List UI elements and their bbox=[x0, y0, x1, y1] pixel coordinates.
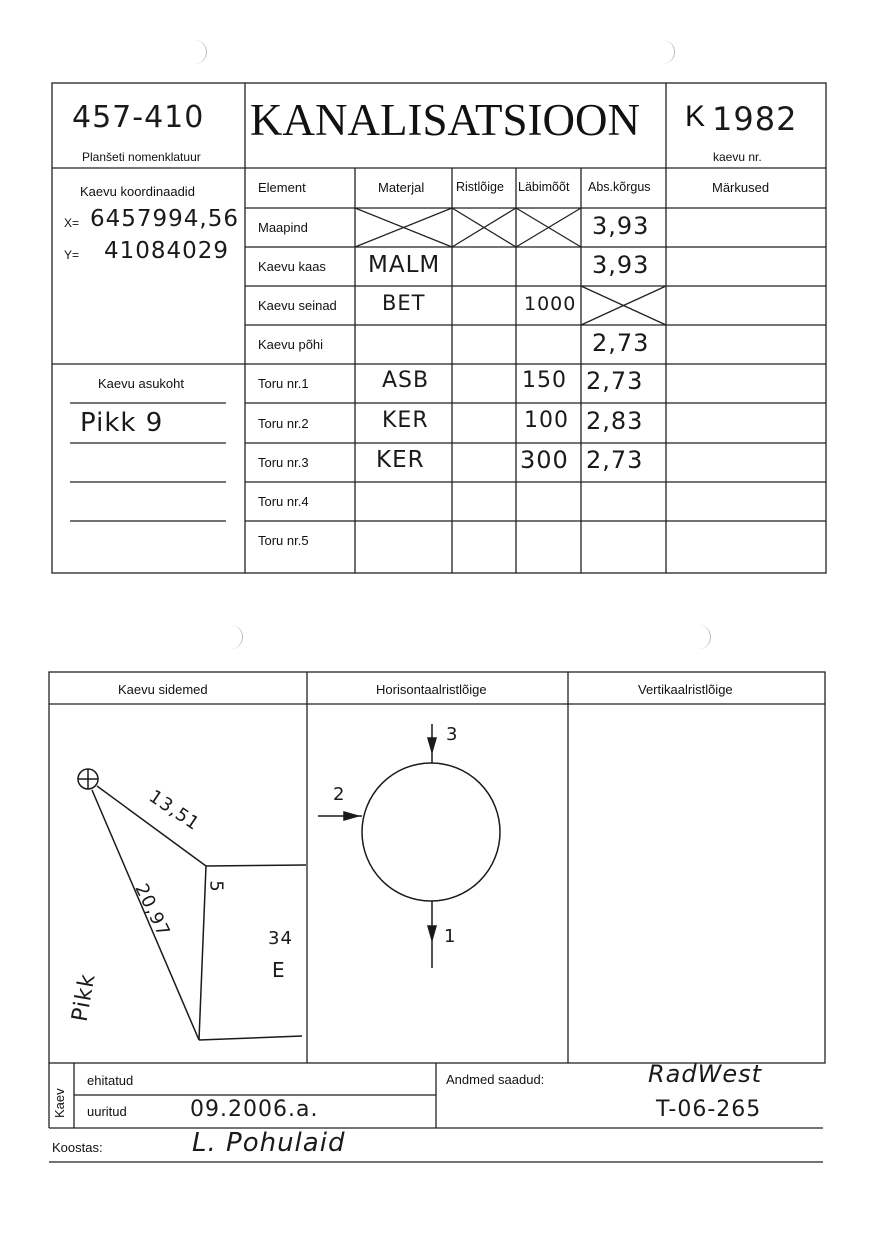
cell-diameter: 100 bbox=[524, 408, 569, 433]
building-letter: E bbox=[272, 958, 286, 982]
location-value: Pikk 9 bbox=[80, 408, 164, 438]
y-value: 41084029 bbox=[104, 238, 230, 264]
col-header-section: Ristlõige bbox=[456, 180, 504, 194]
side-label: Kaev bbox=[52, 1088, 67, 1118]
page-title: KANALISATSIOON bbox=[250, 95, 640, 145]
col-header-element: Element bbox=[258, 180, 306, 195]
cell-material: KER bbox=[376, 447, 425, 473]
nomenclature-label: Planšeti nomenklatuur bbox=[82, 150, 201, 164]
cell-material: BET bbox=[382, 291, 426, 315]
row-element-label: Toru nr.1 bbox=[258, 376, 309, 391]
pipe-label-1: 1 bbox=[444, 926, 457, 947]
cell-height: 3,93 bbox=[592, 251, 650, 279]
pipe-label-3: 3 bbox=[446, 724, 459, 745]
col-header-connections: Kaevu sidemed bbox=[118, 682, 208, 697]
row-element-label: Kaevu seinad bbox=[258, 298, 337, 313]
coords-label: Kaevu koordinaadid bbox=[80, 184, 195, 199]
x-value: 6457994,56 bbox=[90, 206, 240, 232]
col-header-diameter: Läbimõõt bbox=[518, 180, 570, 194]
well-number: 1982 bbox=[712, 100, 798, 138]
location-label: Kaevu asukoht bbox=[98, 376, 185, 391]
building-number-2: 34 bbox=[268, 928, 293, 949]
data-signature: RadWest bbox=[648, 1060, 763, 1088]
surveyed-label: uuritud bbox=[87, 1104, 127, 1119]
cell-diameter: 1000 bbox=[524, 293, 577, 315]
row-element-label: Kaevu kaas bbox=[258, 259, 326, 274]
col-header-vertical: Vertikaalristlõige bbox=[638, 682, 733, 697]
col-header-material: Materjal bbox=[378, 180, 425, 195]
well-circle bbox=[362, 763, 500, 901]
data-code: T-06-265 bbox=[656, 1097, 762, 1122]
y-label: Y= bbox=[64, 248, 80, 262]
cell-material: MALM bbox=[368, 252, 441, 278]
author-label: Koostas: bbox=[52, 1140, 103, 1155]
distance-2: 20,97 bbox=[130, 880, 175, 941]
cell-height: 2,73 bbox=[586, 367, 644, 395]
x-label: X= bbox=[64, 216, 80, 230]
well-label: kaevu nr. bbox=[713, 150, 762, 164]
distance-1: 13,51 bbox=[144, 785, 204, 836]
cell-material: KER bbox=[382, 408, 429, 433]
row-element-label: Toru nr.3 bbox=[258, 455, 309, 470]
street-label: Pikk bbox=[67, 971, 101, 1024]
built-label: ehitatud bbox=[87, 1073, 134, 1088]
row-element-label: Toru nr.4 bbox=[258, 494, 309, 509]
row-element-label: Toru nr.2 bbox=[258, 416, 309, 431]
cell-height: 2,73 bbox=[586, 446, 644, 474]
data-received-label: Andmed saadud: bbox=[446, 1072, 545, 1087]
cell-height: 2,83 bbox=[586, 407, 644, 435]
nomenclature-value: 457-410 bbox=[72, 100, 205, 135]
cell-diameter: 300 bbox=[520, 446, 569, 474]
row-element-label: Kaevu põhi bbox=[258, 337, 324, 352]
col-header-horizontal: Horisontaalristlõige bbox=[376, 682, 487, 697]
row-element-label: Maapind bbox=[258, 220, 308, 235]
pipe-label-2: 2 bbox=[333, 784, 346, 805]
cell-height: 3,93 bbox=[592, 212, 650, 240]
col-header-height: Abs.kõrgus bbox=[588, 180, 651, 194]
well-prefix: K bbox=[685, 100, 706, 133]
col-header-notes: Märkused bbox=[712, 180, 770, 195]
cell-height: 2,73 bbox=[592, 329, 650, 357]
building-number: 5 bbox=[205, 880, 227, 893]
cell-diameter: 150 bbox=[522, 368, 567, 393]
cell-material: ASB bbox=[382, 368, 430, 393]
surveyed-value: 09.2006.a. bbox=[190, 1097, 319, 1122]
author-signature: L. Pohulaid bbox=[192, 1128, 346, 1158]
row-element-label: Toru nr.5 bbox=[258, 533, 309, 548]
